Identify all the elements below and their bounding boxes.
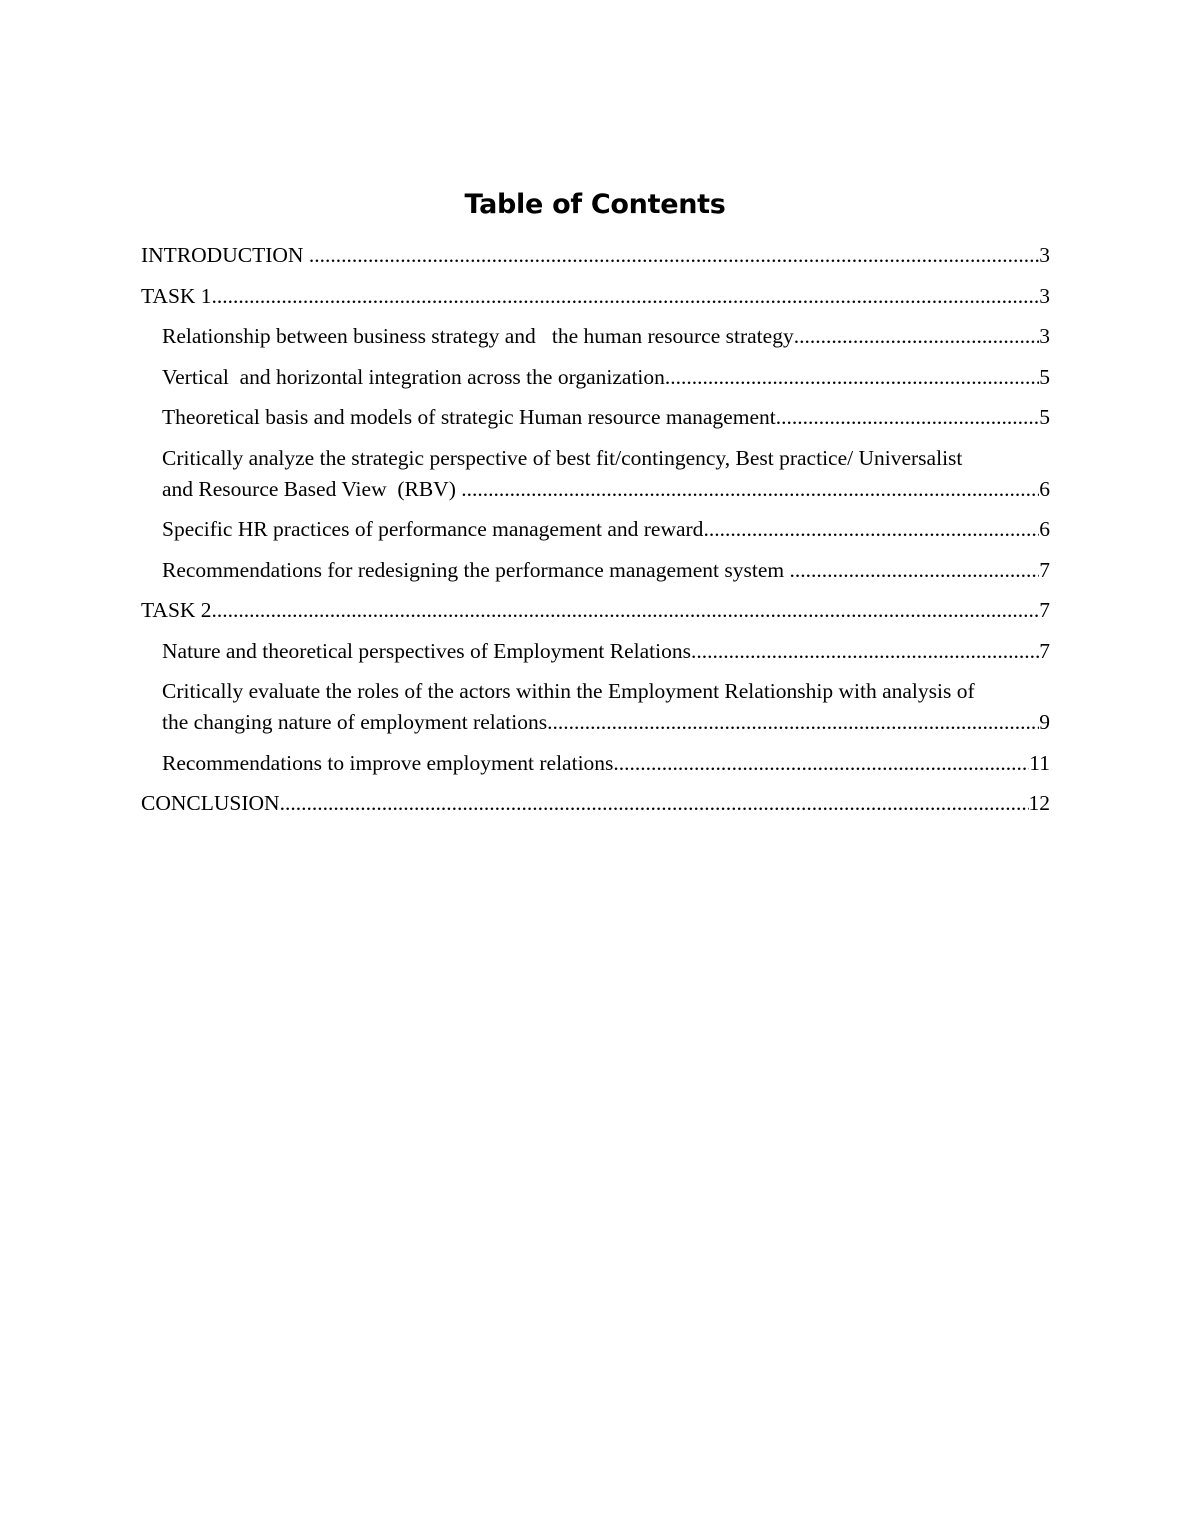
- dot-leader: [280, 788, 1029, 819]
- toc-entry-hr-practices[interactable]: [141, 514, 1050, 545]
- dot-leader: [461, 474, 1039, 505]
- toc-page-number: 6: [1039, 517, 1050, 541]
- toc-entry-text: Specific HR practices of performance management and reward: [162, 517, 704, 541]
- toc-page-number: 7: [1039, 557, 1050, 582]
- toc-page-number: 6: [1039, 476, 1050, 501]
- toc-page-number: 3: [1039, 283, 1050, 308]
- toc-entry-text: TASK 1: [141, 283, 212, 308]
- toc-entry-task-2[interactable]: [141, 595, 1050, 626]
- toc-page-number: 9: [1039, 710, 1050, 734]
- dot-leader: [212, 595, 1040, 626]
- toc-page-number: 3: [1039, 243, 1050, 267]
- toc-entry-vertical-horizontal-integration[interactable]: [141, 362, 1050, 393]
- toc-entry-strategic-perspective[interactable]: [141, 443, 1050, 505]
- page-title: Table of Contents: [464, 189, 726, 220]
- toc-entry-improve-relations[interactable]: [141, 748, 1050, 779]
- toc-page-number: 11: [1029, 750, 1050, 775]
- dot-leader: [613, 748, 1029, 779]
- dot-leader: [212, 281, 1040, 312]
- toc-entry-theoretical-basis[interactable]: [141, 402, 1050, 433]
- toc-entry-relationship-strategy[interactable]: [141, 321, 1050, 352]
- toc-page-number: 12: [1028, 791, 1050, 815]
- toc-entry-text: Recommendations for redesigning the performance management system: [162, 557, 790, 582]
- toc-entry-text: Nature and theoretical perspectives of Employment Relations: [162, 638, 691, 663]
- toc-page-number: 3: [1039, 324, 1050, 348]
- toc-entry-text: Recommendations to improve employment relations: [162, 750, 614, 775]
- dot-leader: [691, 636, 1039, 667]
- dot-leader: [794, 321, 1040, 352]
- toc-entry-text-line-1: Critically evaluate the roles of the actors within the Employment Relationship with analysis of: [162, 679, 975, 703]
- toc-entry-text: Vertical and horizontal integration across the organization: [162, 364, 665, 389]
- dot-leader: [309, 240, 1039, 271]
- toc-entry-conclusion[interactable]: [141, 788, 1050, 819]
- dot-leader: [547, 707, 1039, 738]
- toc-entry-text: INTRODUCTION: [141, 243, 309, 267]
- dot-leader: [776, 402, 1040, 433]
- toc-entry-text-line-1: Critically analyze the strategic perspective of best fit/contingency, Best practice/ Universalist: [162, 445, 963, 470]
- dot-leader: [703, 514, 1039, 545]
- toc-entry-text: Theoretical basis and models of strategic Human resource management: [162, 405, 776, 429]
- toc-page-number: 7: [1039, 598, 1050, 622]
- toc-page-number: 7: [1039, 638, 1050, 663]
- toc-entry-introduction[interactable]: [141, 240, 1050, 271]
- toc-entry-text: and Resource Based View (RBV): [162, 476, 462, 501]
- dot-leader: [789, 555, 1039, 586]
- toc-entry-text: CONCLUSION: [141, 791, 280, 815]
- toc-entry-text: TASK 2: [141, 598, 212, 622]
- toc-entry-text: Relationship between business strategy and the human resource strategy: [162, 324, 794, 348]
- toc-entry-text: the changing nature of employment relations: [162, 710, 548, 734]
- toc-entry-task-1[interactable]: [141, 281, 1050, 312]
- toc-page-number: 5: [1039, 405, 1050, 429]
- table-of-contents: [141, 240, 1050, 829]
- toc-entry-redesign-recommendations[interactable]: [141, 555, 1050, 586]
- toc-entry-employment-relations-nature[interactable]: [141, 636, 1050, 667]
- toc-page-number: 5: [1039, 364, 1050, 389]
- toc-entry-actors-roles[interactable]: [141, 676, 1050, 738]
- dot-leader: [665, 362, 1039, 393]
